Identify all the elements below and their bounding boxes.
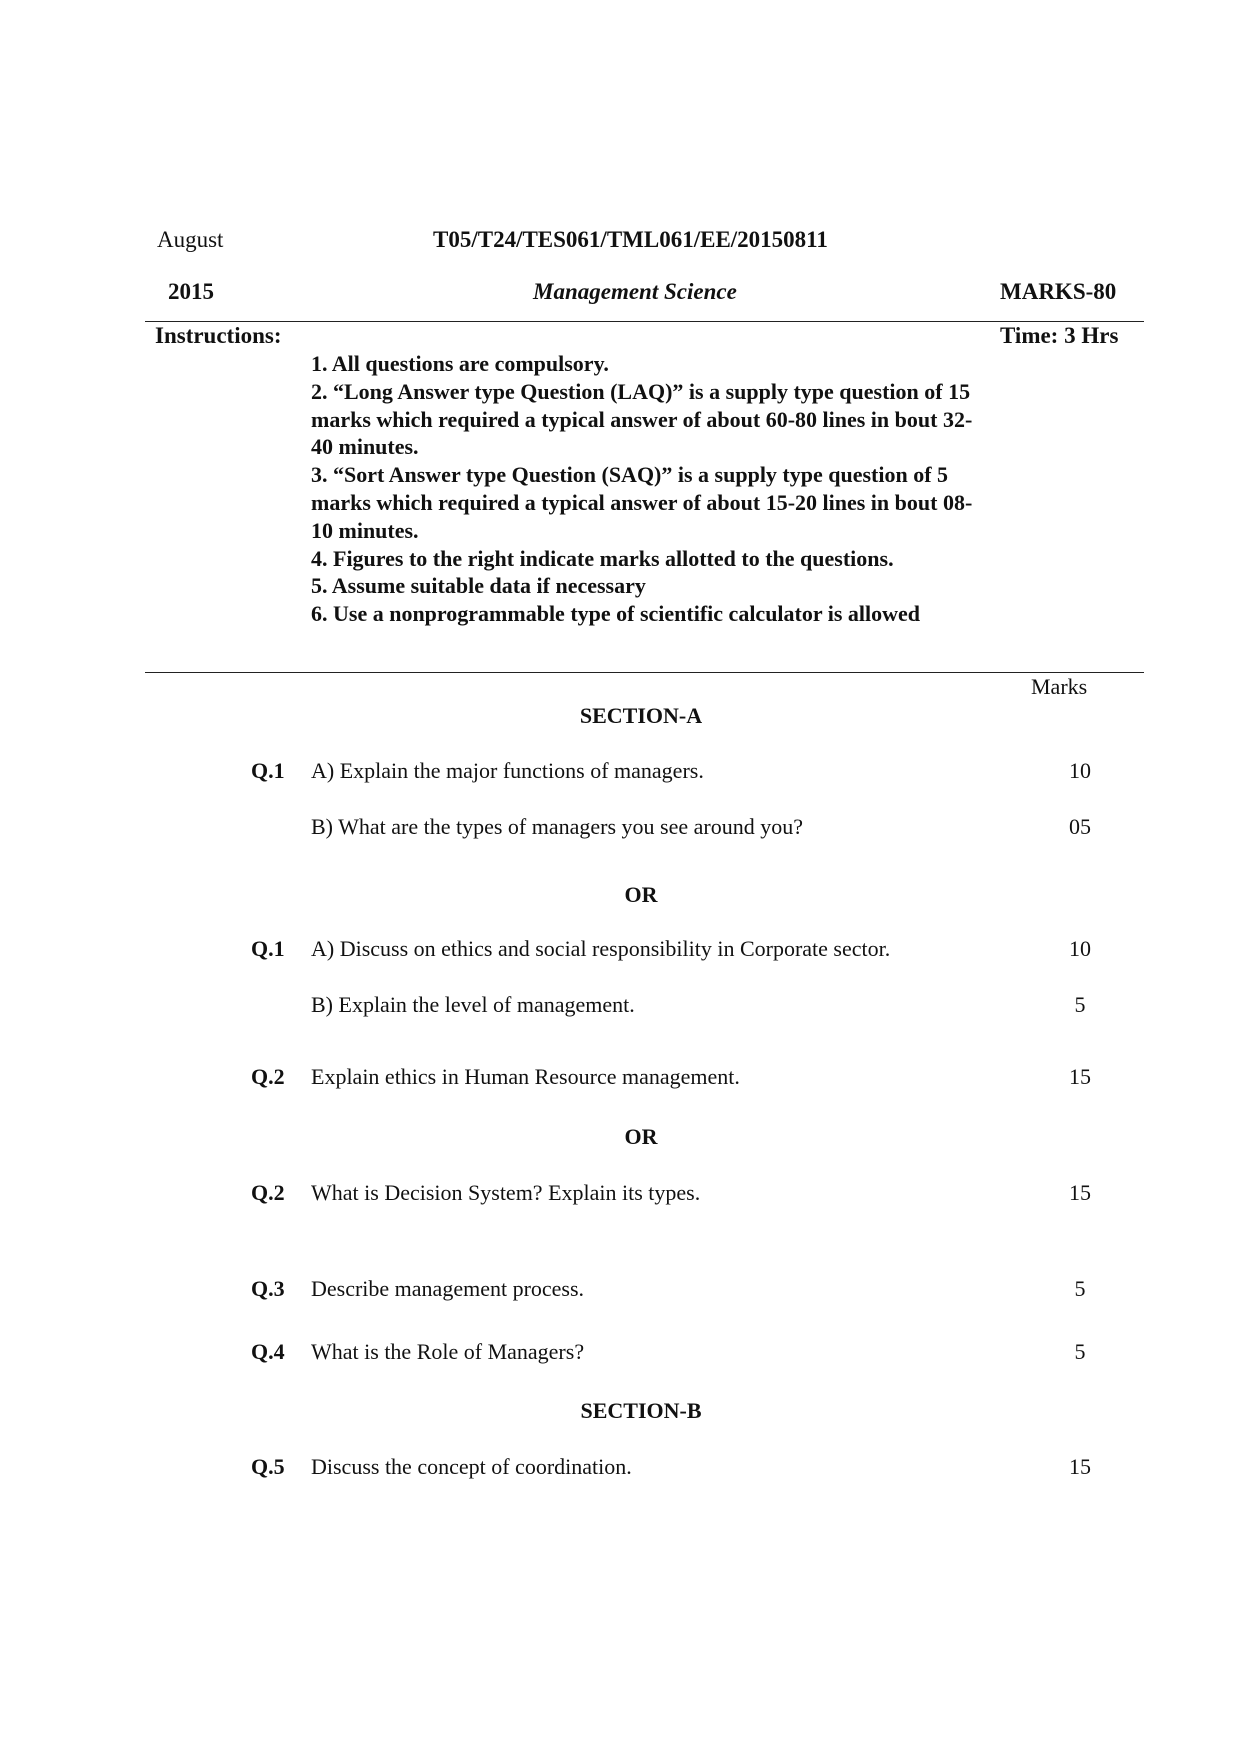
section-a-heading: SECTION-A <box>579 703 703 728</box>
subject-title: Management Science <box>533 279 737 304</box>
question-text: B) Explain the level of management. <box>311 992 635 1017</box>
exam-month: August <box>157 227 224 252</box>
instruction-item: 3. “Sort Answer type Question (SAQ)” is a supply type question of 5 marks which required a typical answer of about 15-20 lines in bout 08-10 minutes. <box>311 462 973 543</box>
question-marks: 10 <box>1069 758 1091 783</box>
question-text: Discuss the concept of coordination. <box>311 1454 632 1479</box>
total-marks: MARKS-80 <box>1000 279 1117 304</box>
question-text: A) Discuss on ethics and social responsibility in Corporate sector. <box>311 936 891 961</box>
instruction-item: 4. Figures to the right indicate marks allotted to the questions. <box>311 545 894 571</box>
instruction-item: 5. Assume suitable data if necessary <box>311 573 646 599</box>
question-number: Q.1 <box>251 936 285 961</box>
or-divider: OR <box>624 1124 658 1149</box>
question-text: A) Explain the major functions of managers. <box>311 758 704 783</box>
question-number: Q.2 <box>251 1064 285 1089</box>
paper-code: T05/T24/TES061/TML061/EE/20150811 <box>433 227 828 252</box>
question-text: Describe management process. <box>311 1276 585 1301</box>
instruction-item: 6. Use a nonprogrammable type of scientific calculator is allowed <box>311 601 921 627</box>
question-number: Q.3 <box>251 1276 285 1301</box>
exam-year: 2015 <box>168 279 214 304</box>
exam-time: Time: 3 Hrs <box>1000 323 1119 348</box>
question-text: What is the Role of Managers? <box>311 1339 585 1364</box>
instructions-label: Instructions: <box>155 323 282 348</box>
marks-column-label: Marks <box>1031 674 1088 699</box>
instruction-item: 2. “Long Answer type Question (LAQ)” is a supply type question of 15 marks which required a typical answer of about 60-80 lines in bout 32-40 minutes. <box>311 378 973 460</box>
question-number: Q.5 <box>251 1454 285 1479</box>
instruction-item: 1. All questions are compulsory. <box>311 351 609 376</box>
question-number: Q.4 <box>251 1339 285 1364</box>
question-marks: 15 <box>1069 1064 1091 1089</box>
instructions-divider <box>145 672 1144 673</box>
question-number: Q.1 <box>251 758 285 783</box>
or-divider: OR <box>624 882 658 907</box>
instructions-list <box>311 350 991 628</box>
question-text: What is Decision System? Explain its types. <box>311 1180 701 1205</box>
question-marks: 5 <box>1074 1339 1086 1364</box>
question-marks: 15 <box>1069 1454 1091 1479</box>
question-marks: 5 <box>1074 992 1086 1017</box>
section-b-heading: SECTION-B <box>580 1398 702 1423</box>
question-number: Q.2 <box>251 1180 285 1205</box>
question-marks: 05 <box>1069 814 1091 839</box>
question-text: Explain ethics in Human Resource management. <box>311 1064 740 1089</box>
header-divider <box>145 321 1144 322</box>
question-marks: 10 <box>1069 936 1091 961</box>
question-marks: 15 <box>1069 1180 1091 1205</box>
question-marks: 5 <box>1074 1276 1086 1301</box>
question-text: B) What are the types of managers you see around you? <box>311 814 803 839</box>
